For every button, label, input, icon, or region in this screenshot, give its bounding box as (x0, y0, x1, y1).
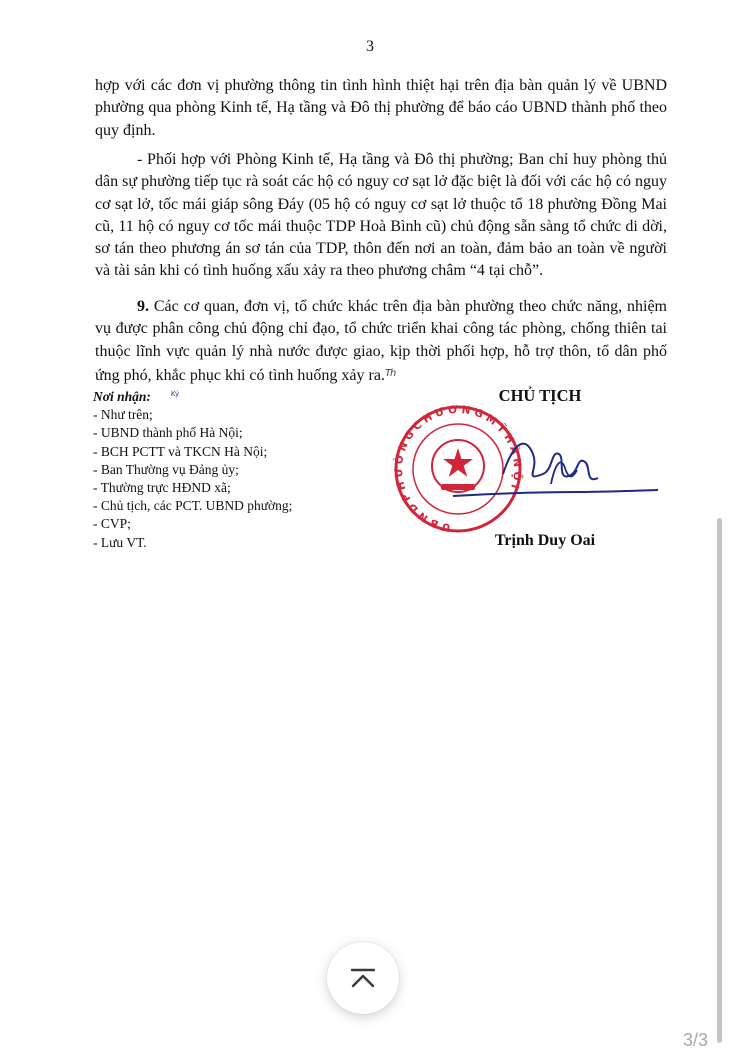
list-item: - Chủ tịch, các PCT. UBND phường; (93, 498, 293, 514)
recipients-block (93, 385, 353, 552)
page-counter: 3/3 (682, 1030, 708, 1050)
signer-name: Trịnh Duy Oai (494, 532, 596, 549)
list-item: - UBND thành phố Hà Nội; (93, 425, 243, 441)
list-item: - Thường trực HĐND xã; (93, 480, 231, 496)
paragraph-1: hợp với các đơn vị phường thông tin tình hình thiệt hại trên địa bàn quản lý về UBND phường qua phòng Kinh tế, Hạ tầng và Đô thị phường để báo cáo UBND thành phố theo quy định. (95, 77, 667, 139)
list-item: - BCH PCTT và TKCN Hà Nội; (93, 443, 268, 459)
list-item: - CVP; (93, 516, 131, 532)
svg-text:U B N D P H Ư Ờ N G C H Ư: U B N D P H Ư Ờ N G C H Ư Ơ N G M Ỹ H À N Ộ I (393, 404, 524, 534)
recipients-title: Nơi nhận: (93, 389, 151, 404)
chevron-up-icon (351, 968, 375, 988)
signature-mark: Ký (170, 390, 180, 398)
handwritten-initials: Th (384, 367, 396, 379)
list-item: - Ban Thường vụ Đảng ủy; (93, 461, 239, 477)
page-number: 3 (366, 38, 374, 55)
paragraph-3-text: Các cơ quan, đơn vị, tổ chức khác trên địa bàn phường theo chức năng, nhiệm vụ được phân công chủ động chỉ đạo, tổ chức triển khai công tác phòng, chống thiên tai thuộc lĩnh vực quản lý nhà nước được giao, kịp thời phối hợp, hỗ trợ thôn, tổ dân phố ứng phó, khắc phục khi có tình huống xảy ra. (95, 298, 667, 384)
list-item: - Như trên; (93, 407, 153, 423)
official-seal (393, 404, 663, 534)
scroll-to-top-button[interactable] (327, 942, 399, 1014)
paragraph-3 (95, 296, 667, 387)
signer-title: CHỦ TỊCH (498, 386, 582, 405)
emblem-icon (432, 440, 484, 492)
paragraph-2: - Phối hợp với Phòng Kinh tế, Hạ tầng và Đô thị phường; Ban chỉ huy phòng thủ dân sự phường tiếp tục rà soát các hộ có nguy cơ sạt lở đặc biệt là đối với các hộ có nguy cơ sạt lở, tốc mái giáp sông Đáy (05 hộ có nguy cơ sạt lở thuộc tổ 18 phường Đồng Mai cũ, 11 hộ có nguy cơ tốc mái thuộc TDP Hoà Bình cũ) chủ động sẵn sàng tổ chức di dời, sơ tán theo phương án sơ tán của TDP, thôn đến nơi an toàn, đảm bảo an toàn về người và tài sản khi có tình huống xấu xảy ra theo phương châm “4 tại chỗ”. (95, 151, 667, 280)
scrollbar[interactable] (717, 518, 722, 1043)
paragraph-3-number: 9. (137, 298, 149, 315)
list-item: - Lưu VT. (93, 534, 147, 550)
recipients-list (93, 406, 353, 552)
